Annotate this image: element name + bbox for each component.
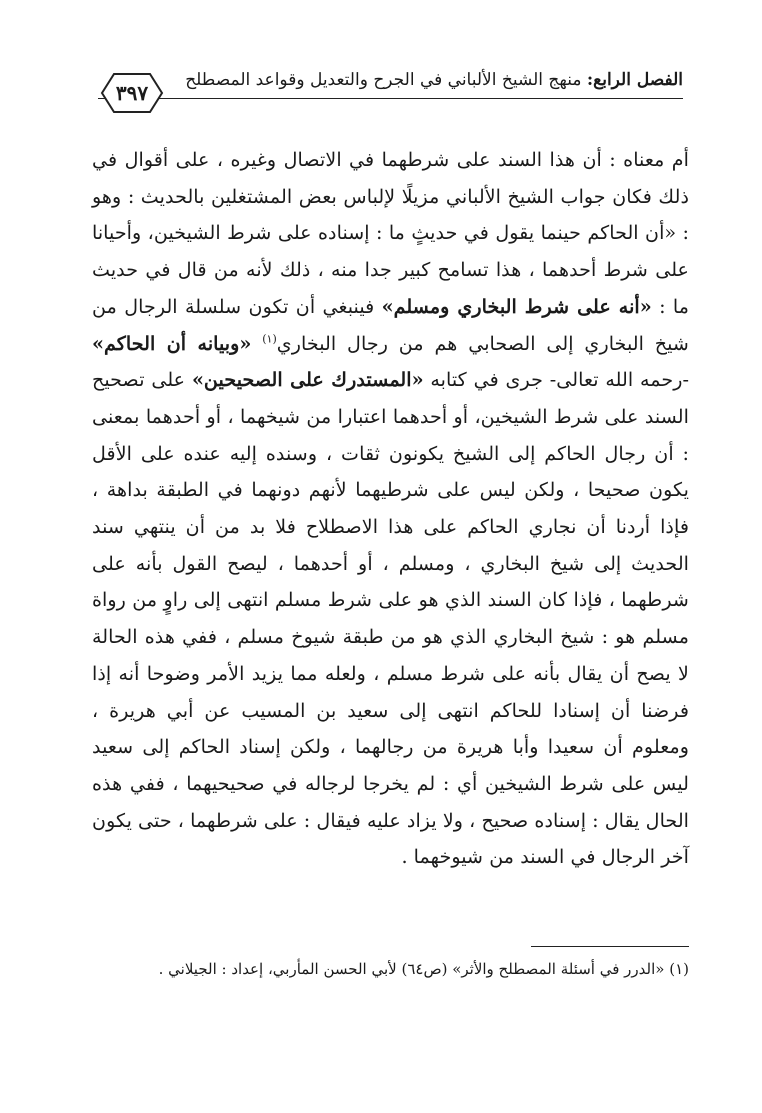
bold-quote: «أنه على شرط البخاري ومسلم» [381,294,652,318]
text-segment [251,332,262,355]
main-text [92,142,689,876]
footnote: (١) «الدرر في أسئلة المصطلح والأثر» (ص٦٤) لأبي الحسن المأربي، إعداد : الجيلاني . [158,960,689,978]
header-rule [98,98,683,99]
text-segment: على تصحيح السند على شرط الشيخين، أو أحدهما اعتبارا من شيخهما ، أو أحدهما بمعنى : أن رجال الحاكم إلى الشيخ يكونون ثقات ، وسنده إليه عنده على الأقل يكون صحيحا ، ولكن ليس على شرطيهما لأنهم دونهما في الطبقة بداهة ، فإذا أردنا أن نجاري الحاكم على هذا الاصطلاح فلا بد من أن ينتهي سند الحديث إلى شيخ البخاري ، ومسلم ، أو أحدهما ، ليصح القول بأنه على شرطهما ، فإذا كان السند الذي هو على شرط مسلم انتهى إلى راوٍ من رواة مسلم هو : شيخ البخاري الذي هو من طبقة شيوخ مسلم ، ففي هذه الحالة لا يصح أن يقال بأنه على شرط مسلم ، ولعله مما يزيد الأمر وضوحا أنه إذا فرضنا أن إسنادا للحاكم انتهى إلى سعيد بن المسيب عن أبي هريرة ، ومعلوم أن سعيدا وأبا هريرة من رجالهما ، ولكن إسناد الحاكم إلى سعيد ليس على شرط الشيخين أي : لم يخرجا لرجاله في صحيحيهما ، ففي هذه الحال يقال : إسناده صحيح ، ولا يزاد عليه فيقال : على شرطهما ، حتى يكون آخر الرجال في السند من شيوخهما . [92,368,689,869]
chapter-title: منهج الشيخ الألباني في الجرح والتعديل وقواعد المصطلح [185,70,582,90]
book-title: «المستدرك على الصحيحين» [191,368,424,392]
chapter-label: الفصل الرابع: [586,70,683,90]
header-title [185,70,683,90]
text-segment: فينبغي أن تكون سلسلة الرجال من شيخ البخاري إلى الصحابي هم من رجال البخاري [92,294,689,355]
bold-quote: «وبيانه أن الحاكم» [92,331,252,355]
text-segment: -رحمه الله تعالى- جرى في كتابه [423,368,689,392]
text-segment: أم معناه : أن هذا السند على شرطهما في الاتصال وغيره ، على أقوال في ذلك فكان جواب الشيخ الألباني مزيلًا لإلباس بعض المشتغلين بالحديث : وهو : «أن الحاكم حينما يقول في حديثٍ ما : إسناده على شرط الشيخين، وأحيانا على شرط أحدهما ، هذا تسامح كبير جدا منه ، ذلك لأنه من قال في حديث ما : [92,148,689,318]
page-number-badge [100,70,164,116]
page-number: ٣٩٧ [115,81,149,105]
footnote-reference: (١) [262,332,277,346]
running-header [98,58,683,102]
footnote-rule [531,946,689,947]
